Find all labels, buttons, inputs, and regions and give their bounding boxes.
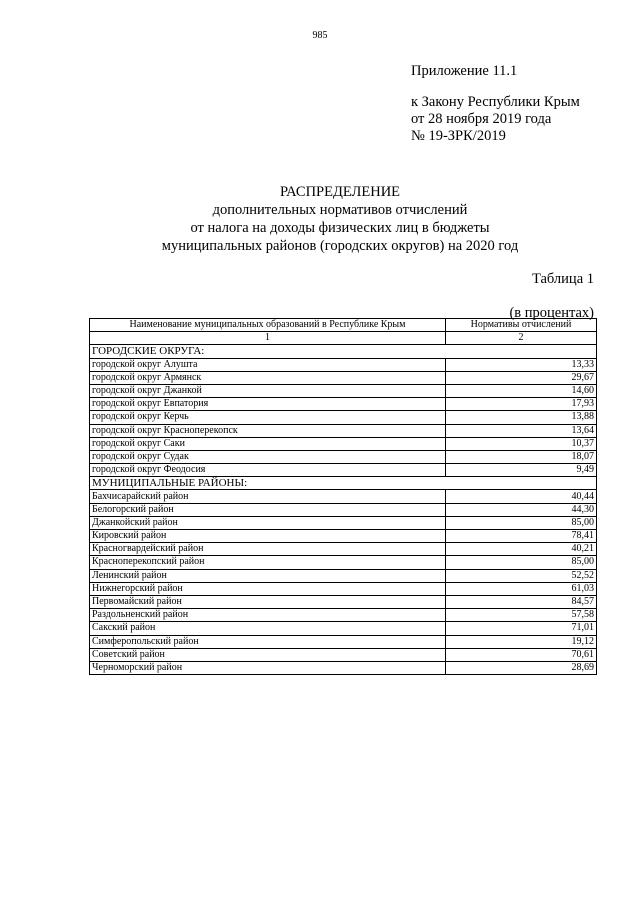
- column-number-row: [90, 332, 597, 345]
- table-row: [90, 437, 597, 450]
- document-subtitle-line-3: муниципальных районов (городских округов) на 2020 год: [161, 238, 519, 254]
- rate-value: 29,67: [446, 371, 597, 384]
- table-row: [90, 569, 597, 582]
- table-row: [90, 371, 597, 384]
- section-row: [90, 477, 597, 490]
- municipality-name: Черноморский район: [90, 661, 446, 674]
- municipality-name: Кировский район: [90, 530, 446, 543]
- units-note: (в процентах): [509, 305, 594, 321]
- rate-value: 52,52: [446, 569, 597, 582]
- municipality-name: Джанкойский район: [90, 516, 446, 529]
- document-subtitle-line-1: дополнительных нормативов отчислений: [212, 202, 468, 218]
- table-row: [90, 503, 597, 516]
- section-title: ГОРОДСКИЕ ОКРУГА:: [90, 345, 597, 358]
- document-heading: РАСПРЕДЕЛЕНИЕ: [279, 184, 401, 200]
- rate-value: 85,00: [446, 516, 597, 529]
- annex-line-law: к Закону Республики Крым: [411, 94, 580, 110]
- table-row: [90, 450, 597, 463]
- annex-title: Приложение 11.1: [411, 63, 518, 79]
- table-row: [90, 516, 597, 529]
- annex-block: [411, 63, 580, 145]
- annex-line-number: № 19-ЗРК/2019: [411, 128, 506, 144]
- municipality-name: Первомайский район: [90, 595, 446, 608]
- rate-value: 61,03: [446, 582, 597, 595]
- table-label: Таблица 1: [531, 271, 594, 287]
- table-body: [90, 345, 597, 675]
- municipality-name: Бахчисарайский район: [90, 490, 446, 503]
- column-number-1: 1: [90, 332, 446, 345]
- table-row: [90, 490, 597, 503]
- rate-value: 44,30: [446, 503, 597, 516]
- table-row: [90, 464, 597, 477]
- municipality-name: городской округ Евпатория: [90, 398, 446, 411]
- rate-value: 71,01: [446, 622, 597, 635]
- rate-value: 13,33: [446, 358, 597, 371]
- rate-value: 18,07: [446, 450, 597, 463]
- table-row: [90, 635, 597, 648]
- municipality-name: Симферопольский район: [90, 635, 446, 648]
- rate-value: 13,88: [446, 411, 597, 424]
- table-row: [90, 582, 597, 595]
- municipality-name: городской округ Джанкой: [90, 384, 446, 397]
- rate-value: 9,49: [446, 464, 597, 477]
- header-rates: Нормативы отчислений: [446, 319, 597, 332]
- municipality-name: Ленинский район: [90, 569, 446, 582]
- municipality-name: городской округ Феодосия: [90, 464, 446, 477]
- rate-value: 84,57: [446, 595, 597, 608]
- table-row: [90, 530, 597, 543]
- page-number: 985: [312, 30, 328, 41]
- municipality-name: Белогорский район: [90, 503, 446, 516]
- table-row: [90, 622, 597, 635]
- municipality-name: Красногвардейский район: [90, 543, 446, 556]
- table-row: [90, 661, 597, 674]
- rate-value: 40,44: [446, 490, 597, 503]
- municipality-name: городской округ Судак: [90, 450, 446, 463]
- header-row: [90, 319, 597, 332]
- header-municipality: Наименование муниципальных образований в Республике Крым: [90, 319, 446, 332]
- municipality-name: городской округ Керчь: [90, 411, 446, 424]
- section-title: МУНИЦИПАЛЬНЫЕ РАЙОНЫ:: [90, 477, 597, 490]
- annex-line-date: от 28 ноября 2019 года: [411, 111, 552, 127]
- rate-value: 85,00: [446, 556, 597, 569]
- municipality-name: городской округ Саки: [90, 437, 446, 450]
- table-row: [90, 411, 597, 424]
- document-title: [0, 183, 640, 255]
- column-number-2: 2: [446, 332, 597, 345]
- municipality-name: Раздольненский район: [90, 609, 446, 622]
- rate-value: 10,37: [446, 437, 597, 450]
- municipality-name: Советский район: [90, 648, 446, 661]
- rate-value: 70,61: [446, 648, 597, 661]
- municipality-name: городской округ Алушта: [90, 358, 446, 371]
- table-row: [90, 424, 597, 437]
- municipality-name: Нижнегорский район: [90, 582, 446, 595]
- rate-value: 19,12: [446, 635, 597, 648]
- rate-value: 28,69: [446, 661, 597, 674]
- rates-table: [89, 318, 597, 675]
- table-row: [90, 384, 597, 397]
- table-row: [90, 609, 597, 622]
- rate-value: 13,64: [446, 424, 597, 437]
- rate-value: 17,93: [446, 398, 597, 411]
- rate-value: 40,21: [446, 543, 597, 556]
- table-row: [90, 648, 597, 661]
- table-row: [90, 358, 597, 371]
- municipality-name: городской округ Красноперекопск: [90, 424, 446, 437]
- document-subtitle-line-2: от налога на доходы физических лиц в бюджеты: [190, 220, 490, 236]
- rate-value: 14,60: [446, 384, 597, 397]
- municipality-name: Красноперекопский район: [90, 556, 446, 569]
- municipality-name: городской округ Армянск: [90, 371, 446, 384]
- table-row: [90, 398, 597, 411]
- rate-value: 57,58: [446, 609, 597, 622]
- table-row: [90, 556, 597, 569]
- table-row: [90, 543, 597, 556]
- municipality-name: Сакский район: [90, 622, 446, 635]
- table-row: [90, 595, 597, 608]
- rate-value: 78,41: [446, 530, 597, 543]
- section-row: [90, 345, 597, 358]
